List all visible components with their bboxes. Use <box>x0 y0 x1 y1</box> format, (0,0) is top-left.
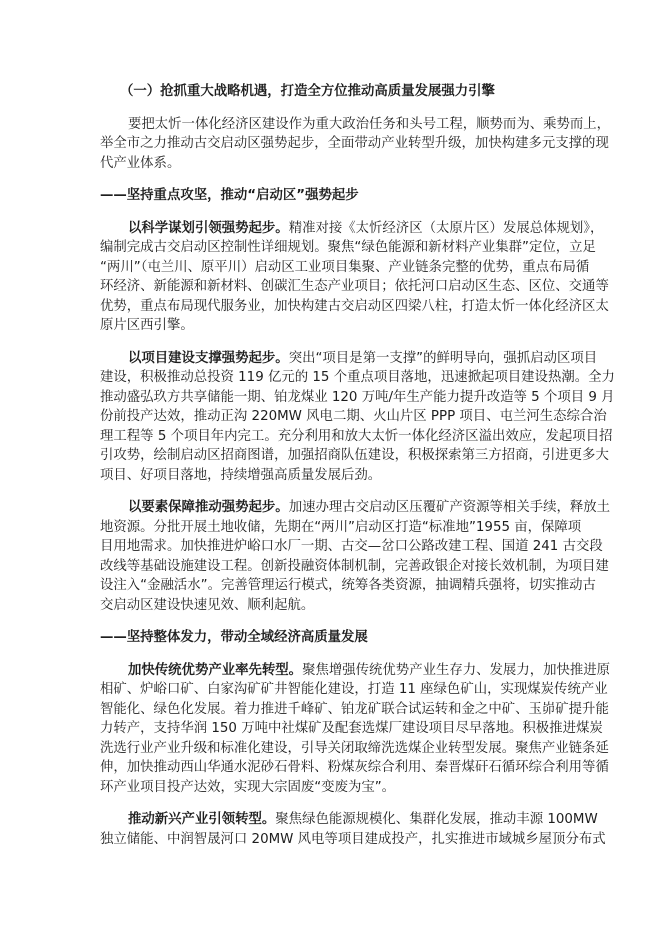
line-text: 原片区西引擎。 <box>100 318 194 333</box>
text-line <box>100 238 596 258</box>
text-line <box>100 186 570 206</box>
text-line <box>100 466 570 486</box>
paragraph <box>100 498 611 615</box>
text-line <box>100 388 615 408</box>
text-line <box>100 518 582 538</box>
line-text: 引攻势，绘制启动区招商图谱，加强招商队伍建设，积极探索第三方招商，引进更多大 <box>100 448 609 463</box>
line-text: 环产业项目投产达效，实现大宗固废“变废为宝”。 <box>100 779 396 795</box>
text-line <box>100 719 603 739</box>
text-line <box>100 661 611 681</box>
line-text: ——坚持重点攻坚，推动“启动区”强势起步 <box>100 188 359 203</box>
line-text: 交启动区建设快速见效、顺利起航。 <box>100 597 315 613</box>
text-line <box>100 576 596 596</box>
text-line <box>100 368 615 388</box>
line-text: 力转产，支持华润 150 万吨中社煤矿及配套选煤厂建设项目尽早落地。积极推进煤炭 <box>100 721 603 736</box>
line-text: 推动盛弘玖方共享储能一期、铂龙煤业 120 万吨/年生产能力提升改造等 5 个项目 9 月 <box>100 389 615 405</box>
line-text: 优势，重点布局现代服务业，加快构建古交启动区四梁八柱，打造太忻一体化经济区太 <box>100 298 609 314</box>
paragraph <box>100 349 615 486</box>
paragraph <box>100 810 606 849</box>
line-text: 编制完成古交启动区控制性详细规划。聚焦“绿色能源和新材料产业集群”定位，立足 <box>100 240 596 255</box>
line-text: 聚焦增强传统优势产业生存力、发展力，加快推进原 <box>302 662 611 678</box>
line-text: 举全市之力推动古交启动区强势起步，全面带动产业转型升级，加快构建多元支撑的现 <box>100 136 609 151</box>
text-line <box>100 277 609 297</box>
subsection-heading <box>100 628 570 648</box>
paragraph-lead: 加快传统优势产业率先转型。 <box>128 662 303 678</box>
text-line <box>100 258 590 278</box>
text-line <box>100 82 570 102</box>
text-line <box>100 596 570 616</box>
paragraph-lead: 推动新兴产业引领转型。 <box>128 812 276 827</box>
line-text: 洗选行业产业升级和标准化建设，引导关闭取缔洗选煤企业转型发展。聚焦产业链条延 <box>100 740 609 756</box>
line-text: （一）抢抓重大战略机遇，打造全方位推动高质量发展强力引擎 <box>120 84 495 99</box>
line-text: 代产业体系。 <box>100 155 181 171</box>
paragraph <box>100 661 611 798</box>
text-line <box>100 557 609 577</box>
text-line <box>100 115 611 135</box>
paragraph <box>100 115 611 174</box>
paragraph-lead: 以项目建设支撑强势起步。 <box>128 350 289 366</box>
text-line <box>100 446 609 466</box>
text-line <box>100 154 570 174</box>
text-line <box>100 758 609 778</box>
line-text: “两川”（屯兰川、原平川）启动区工业项目集聚、产业链条完整的优势，重点布局循 <box>100 259 590 275</box>
line-text: 要把太忻一体化经济区建设作为重大政治任务和头号工程，顺势而为、乘势而上， <box>128 116 611 132</box>
text-line <box>100 134 609 154</box>
line-text: 突出“项目是第一支撑”的鲜明导向，强抓启动区项目 <box>288 350 598 366</box>
section-title <box>100 82 570 102</box>
text-line <box>100 739 609 759</box>
text-line <box>100 680 608 700</box>
line-text: 智能化、绿色化发展。着力推进千峰矿、铂龙矿联合试运转和金之中矿、玉峁矿提升能 <box>100 701 609 717</box>
text-line <box>100 407 607 427</box>
text-line <box>100 349 598 369</box>
text-line <box>100 810 598 830</box>
line-text: 精准对接《太忻经济区（太原片区）发展总体规划》， <box>288 220 604 236</box>
line-text: 理工程等 5 个项目年内完工。充分利用和放大太忻一体化经济区溢出效应，发起项目招 <box>100 428 613 444</box>
line-text: 相矿、炉峪口矿、白家沟矿矿井智能化建设，打造 11 座绿色矿山，实现煤炭传统产业 <box>100 682 608 697</box>
line-text: 环经济、新能源和新材料、创碳汇生态产业项目；依托河口启动区生态、区位、交通等 <box>100 279 609 294</box>
line-text: ——坚持整体发力，带动全域经济高质量发展 <box>100 630 368 645</box>
line-text: 独立储能、中润智晟河口 20MW 风电等项目建成投产，扎实推进市域城乡屋顶分布式 <box>100 831 606 847</box>
line-text: 份前投产达效，推动正沟 220MW 风电二期、火山片区 PPP 项目、屯兰河生态综合治 <box>100 409 607 424</box>
paragraph-lead: 以科学谋划引领强势起步。 <box>128 220 289 236</box>
text-line <box>100 316 570 336</box>
line-text: 地资源。分批开展土地收储，先期在“两川”启动区打造“标准地”1955 亩，保障项 <box>100 519 582 535</box>
line-text: 目用地需求。加快推进炉峪口水厂一期、古交—岔口公路改建工程、国道 241 古交段 <box>100 539 603 554</box>
text-line <box>100 498 611 518</box>
text-line <box>100 427 613 447</box>
text-line <box>100 297 609 317</box>
line-text: 伸，加快推动西山华通水泥砂石骨料、粉煤灰综合利用、秦晋煤矸石循环综合利用等循 <box>100 760 609 775</box>
paragraph-lead: 以要素保障推动强势起步。 <box>128 500 289 515</box>
text-line <box>100 700 609 720</box>
text-line <box>100 830 606 850</box>
line-text: 项目、好项目落地，持续增强高质量发展后劲。 <box>100 467 382 483</box>
text-line <box>100 778 570 798</box>
line-text: 改线等基础设施建设工程。创新投融资体制机制，完善政银企对接长效机制，为项目建 <box>100 558 609 574</box>
paragraph <box>100 219 609 336</box>
line-text: 聚焦绿色能源规模化、集群化发展，推动丰源 100MW <box>275 812 598 827</box>
text-line <box>100 628 570 648</box>
line-text: 建设，积极推动总投资 119 亿元的 15 个重点项目落地，迅速掀起项目建设热潮。全力 <box>100 370 615 385</box>
text-line <box>100 219 604 239</box>
document-page <box>100 82 615 849</box>
subsection-heading <box>100 186 570 206</box>
line-text: 加速办理古交启动区压覆矿产资源等相关手续，释放土 <box>288 500 611 515</box>
text-line <box>100 537 603 557</box>
line-text: 设注入“金融活水”。完善管理运行模式，统筹各类资源，抽调精兵强将，切实推动古 <box>100 578 596 593</box>
